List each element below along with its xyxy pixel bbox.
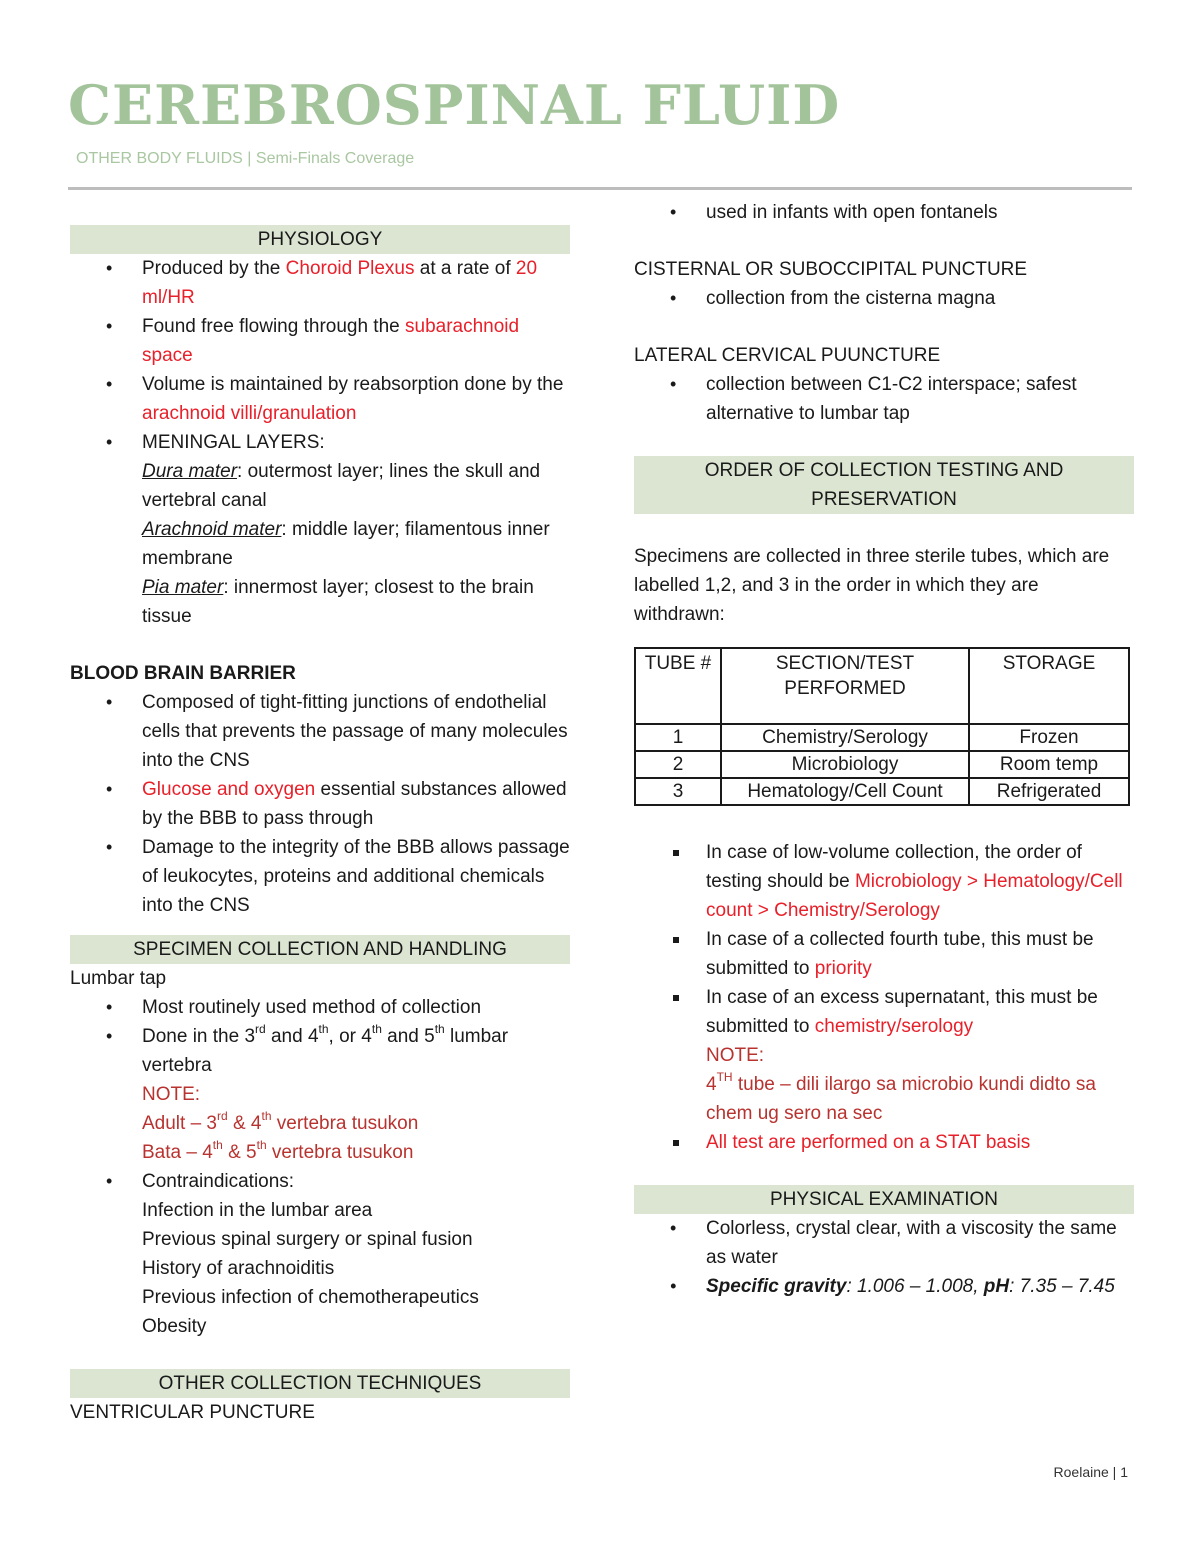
contra-item: Previous infection of chemotherapeutics: [142, 1287, 479, 1308]
section-heading-physical: PHYSICAL EXAMINATION: [634, 1185, 1134, 1214]
cisternal-list: [634, 284, 1134, 313]
list-item: • Produced by the Choroid Plexus at a rate of 20 ml/HR: [70, 254, 570, 312]
left-column: [70, 198, 570, 1427]
list-item: • Damage to the integrity of the BBB allows passage of leukocytes, proteins and additional chemicals into the CNS: [70, 833, 570, 920]
list-item: • Specific gravity: 1.006 – 1.008, pH: 7.35 – 7.45: [634, 1272, 1134, 1301]
meningal-dura: Dura mater: outermost layer; lines the skull and vertebral canal: [142, 461, 541, 511]
tube-table: [634, 647, 1130, 806]
list-item: • Contraindications:: [70, 1167, 570, 1196]
section-heading-physiology: PHYSIOLOGY: [70, 225, 570, 254]
ventricular-label: VENTRICULAR PUNCTURE: [70, 1402, 315, 1423]
table-header: STORAGE: [969, 648, 1129, 724]
lateral-list: [634, 370, 1134, 428]
section-heading-order: ORDER OF COLLECTION TESTING AND PRESERVATION: [634, 456, 1134, 514]
meningal-arachnoid: Arachnoid mater: middle layer; filamentous inner membrane: [142, 519, 550, 569]
page-title: CEREBROSPINAL FLUID: [68, 73, 841, 137]
note-adult: Adult – 3rd & 4th vertebra tusukon: [142, 1108, 419, 1134]
table-row: 1 Chemistry/Serology Frozen: [635, 724, 1129, 751]
table-header: SECTION/TEST PERFORMED: [721, 648, 969, 724]
contraindications-list: [70, 1167, 570, 1196]
order-intro: Specimens are collected in three sterile tubes, which are labelled 1,2, and 3 in the order in which they are withdrawn:: [634, 546, 1110, 625]
note-bata: Bata – 4th & 5th vertebra tusukon: [142, 1137, 414, 1163]
lateral-label: LATERAL CERVICAL PUUNCTURE: [634, 345, 941, 366]
list-item: All test are performed on a STAT basis: [634, 1128, 1134, 1157]
note-label: NOTE:: [142, 1084, 201, 1105]
list-item: • Done in the 3rd and 4th, or 4th and 5th lumbar vertebra: [70, 1022, 570, 1080]
list-item: • MENINGAL LAYERS:: [70, 428, 570, 457]
page-footer: Roelaine | 1: [1053, 1464, 1128, 1480]
physical-list: [634, 1214, 1134, 1301]
ventricular-list: [634, 198, 1134, 227]
header-divider: [68, 187, 1132, 190]
lumbar-tap-label: Lumbar tap: [70, 968, 167, 989]
order-note-label: NOTE:: [706, 1045, 765, 1066]
list-item: • used in infants with open fontanels: [634, 198, 1134, 227]
section-heading-other: OTHER COLLECTION TECHNIQUES: [70, 1369, 570, 1398]
list-item: • Most routinely used method of collection: [70, 993, 570, 1022]
list-item: In case of a collected fourth tube, this must be submitted to priority: [634, 925, 1134, 983]
order-notes-list: [634, 838, 1134, 1041]
list-item: • Volume is maintained by reabsorption done by the arachnoid villi/granulation: [70, 370, 570, 428]
specimen-list: [70, 993, 570, 1080]
physiology-list: [70, 254, 570, 457]
list-item: • collection from the cisterna magna: [634, 284, 1134, 313]
section-heading-specimen: SPECIMEN COLLECTION AND HANDLING: [70, 935, 570, 964]
table-header: TUBE #: [635, 648, 721, 724]
page-subtitle: OTHER BODY FLUIDS | Semi-Finals Coverage: [76, 150, 415, 167]
contra-item: History of arachnoiditis: [142, 1258, 335, 1279]
contra-item: Obesity: [142, 1316, 207, 1337]
list-item: In case of an excess supernatant, this must be submitted to chemistry/serology: [634, 983, 1134, 1041]
bbb-list: [70, 688, 570, 920]
list-item: • collection between C1-C2 interspace; safest alternative to lumbar tap: [634, 370, 1134, 428]
cisternal-label: CISTERNAL OR SUBOCCIPITAL PUNCTURE: [634, 259, 1028, 280]
order-stat-list: [634, 1128, 1134, 1157]
contra-item: Previous spinal surgery or spinal fusion: [142, 1229, 473, 1250]
table-row: 3 Hematology/Cell Count Refrigerated: [635, 778, 1129, 805]
list-item: • Glucose and oxygen essential substances allowed by the BBB to pass through: [70, 775, 570, 833]
section-heading-bbb: BLOOD BRAIN BARRIER: [70, 663, 296, 684]
table-row: 2 Microbiology Room temp: [635, 751, 1129, 778]
list-item: In case of low-volume collection, the order of testing should be Microbiology > Hematology/Cell count > Chemistry/Serology: [634, 838, 1134, 925]
meningal-pia: Pia mater: innermost layer; closest to the brain tissue: [142, 577, 534, 627]
right-column: [634, 198, 1134, 1301]
order-note-text: 4TH tube – dili ilargo sa microbio kundi didto sa chem ug sero na sec: [706, 1069, 1096, 1124]
list-item: • Found free flowing through the subarachnoid space: [70, 312, 570, 370]
contra-item: Infection in the lumbar area: [142, 1200, 373, 1221]
list-item: • Composed of tight-fitting junctions of endothelial cells that prevents the passage of many molecules into the CNS: [70, 688, 570, 775]
list-item: • Colorless, crystal clear, with a viscosity the same as water: [634, 1214, 1134, 1272]
